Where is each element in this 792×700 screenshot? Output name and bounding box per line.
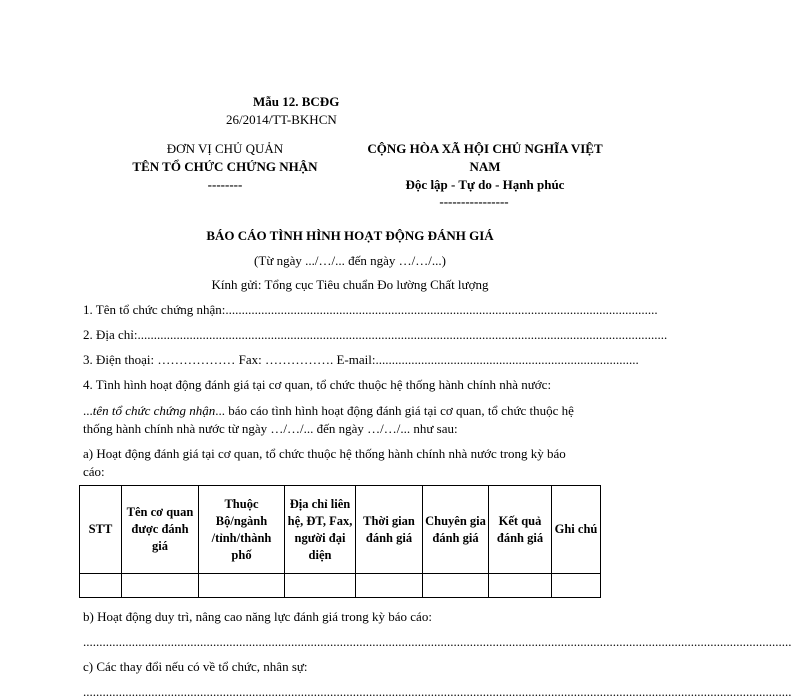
table-cell[interactable] [552, 574, 601, 598]
left-divider: -------- [207, 177, 243, 192]
intro-rest: ... báo cáo tình hình hoạt động đánh giá tại cơ quan, tổ chức thuộc hệ [215, 403, 574, 418]
table-cell[interactable] [80, 574, 122, 598]
republic-title-cont: NAM [469, 159, 501, 174]
intro-paragraph-line2: thống hành chính nhà nước từ ngày …/…/... đến ngày …/…/... như sau: [83, 421, 458, 436]
section-a-line1: a) Hoạt động đánh giá tại cơ quan, tổ chức thuộc hệ thống hành chính nhà nước trong kỳ báo [83, 446, 566, 461]
field-address [83, 327, 668, 343]
field-org-name-blank[interactable]: ..................................................................................................................................... [225, 302, 658, 317]
field-email-blank[interactable]: ................................................................................. [375, 352, 639, 367]
report-period: (Từ ngày .../…/... đến ngày …/…/...) [254, 253, 446, 268]
table-cell[interactable] [489, 574, 552, 598]
col-header-result: Kết quả đánh giá [489, 486, 552, 574]
right-divider: ---------------- [439, 194, 509, 209]
table-cell[interactable] [199, 574, 285, 598]
section-b-heading: b) Hoạt động duy trì, nâng cao năng lực đánh giá trong kỳ báo cáo: [83, 609, 432, 624]
field-address-blank[interactable]: ................................................................................................................................................................... [137, 327, 668, 342]
col-header-contact: Địa chỉ liên hệ, ĐT, Fax, người đại diện [285, 486, 356, 574]
motto: Độc lập - Tự do - Hạnh phúc [405, 177, 565, 192]
intro-paragraph-line1 [83, 403, 574, 419]
table-cell[interactable] [356, 574, 423, 598]
table-cell[interactable] [285, 574, 356, 598]
section-b-blank[interactable]: .......................................................................................................................................................................................................................... [83, 634, 792, 649]
col-header-stt: STT [80, 486, 122, 574]
field-activity-heading: 4. Tình hình hoạt động đánh giá tại cơ quan, tổ chức thuộc hệ thống hành chính nhà nước: [83, 377, 552, 392]
form-code: Mẫu 12. BCĐG [253, 94, 340, 109]
col-header-expert: Chuyên gia đánh giá [423, 486, 489, 574]
col-header-agency: Tên cơ quan được đánh giá [122, 486, 199, 574]
circular-number: 26/2014/TT-BKHCN [226, 112, 337, 127]
field-contact [83, 352, 639, 368]
org-name-label: TÊN TỔ CHỨC CHỨNG NHẬN [132, 159, 318, 174]
table-cell[interactable] [423, 574, 489, 598]
evaluation-table [79, 485, 601, 598]
section-a-line2: cáo: [83, 464, 105, 479]
section-c-heading: c) Các thay đổi nếu có về tổ chức, nhân sự: [83, 659, 308, 674]
col-header-ministry: Thuộc Bộ/ngành /tỉnh/thành phố [199, 486, 285, 574]
parent-unit-label: ĐƠN VỊ CHỦ QUẢN [166, 141, 284, 156]
table-row [80, 574, 601, 598]
field-org-name [83, 302, 658, 318]
recipient-line: Kính gửi: Tổng cục Tiêu chuẩn Đo lường Chất lượng [211, 277, 489, 292]
intro-prefix: ... [83, 403, 93, 418]
col-header-time: Thời gian đánh giá [356, 486, 423, 574]
field-address-label: 2. Địa chỉ: [83, 327, 138, 342]
section-c-blank[interactable]: .......................................................................................................................................................................................................................... [83, 684, 792, 699]
col-header-notes: Ghi chú [552, 486, 601, 574]
table-cell[interactable] [122, 574, 199, 598]
org-name-placeholder: tên tổ chức chứng nhận [92, 403, 216, 418]
report-title: BÁO CÁO TÌNH HÌNH HOẠT ĐỘNG ĐÁNH GIÁ [206, 228, 494, 243]
table-header-row [80, 486, 601, 574]
field-org-name-label: 1. Tên tổ chức chứng nhận: [83, 302, 226, 317]
republic-title: CỘNG HÒA XÃ HỘI CHỦ NGHĨA VIỆT [367, 141, 603, 156]
field-contact-label: 3. Điện thoại: ……………… Fax: ……………. E-mail: [83, 352, 376, 367]
